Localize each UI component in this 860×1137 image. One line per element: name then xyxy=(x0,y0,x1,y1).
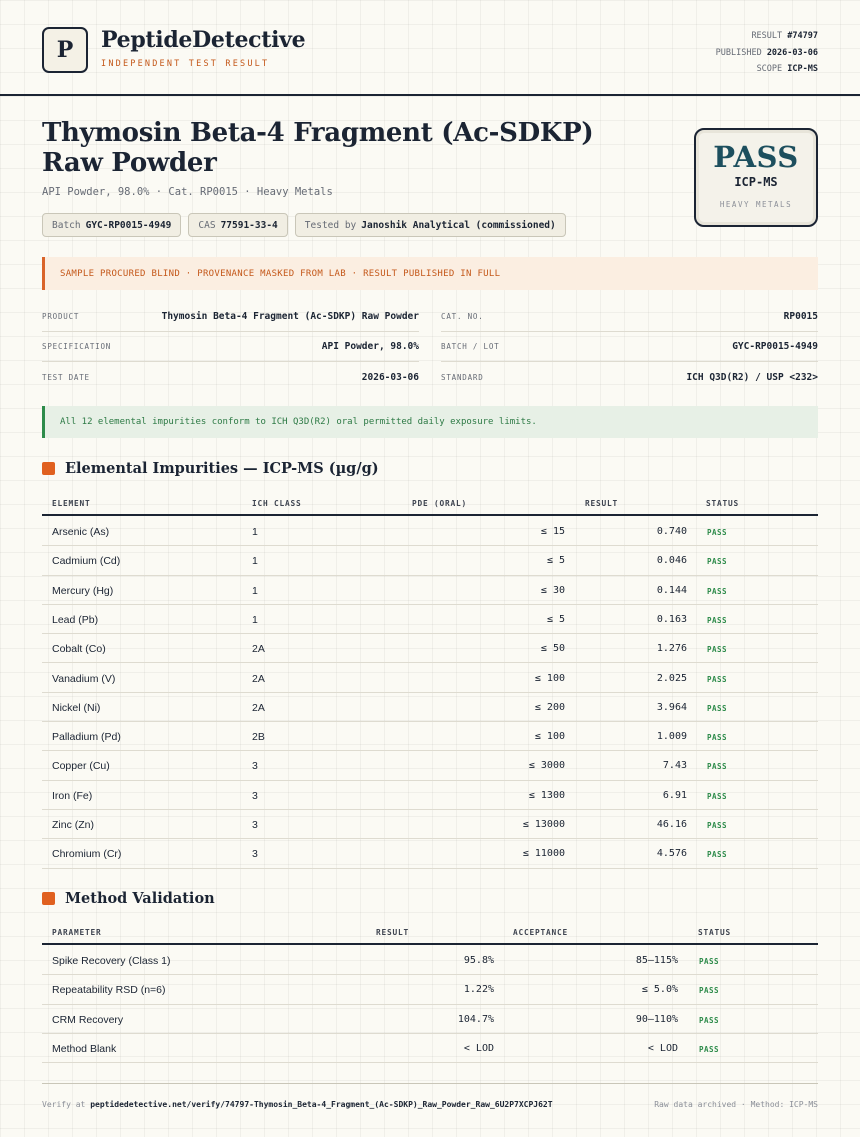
meta-scope-label: SCOPE xyxy=(756,64,783,74)
impurities-table-header xyxy=(42,490,818,516)
result-value: 0.163 xyxy=(656,613,687,625)
result-value: 1.22% xyxy=(463,984,494,996)
info-batch-lot xyxy=(441,332,818,362)
meta-result-value: #74797 xyxy=(787,31,818,41)
status-badge: PASS xyxy=(699,957,720,966)
meta-scope xyxy=(716,61,818,78)
result-value: 104.7% xyxy=(457,1013,494,1025)
result-value: 2.025 xyxy=(656,672,687,684)
product-subtitle: API Powder, 98.0% · Cat. RP0015 · Heavy Metals xyxy=(42,186,333,198)
procurement-notice: SAMPLE PROCURED BLIND · PROVENANCE MASKED FROM LAB · RESULT PUBLISHED IN FULL xyxy=(42,257,818,290)
status-badge: PASS xyxy=(707,762,728,772)
ich-class: 1 xyxy=(252,613,258,626)
chip-label: Batch xyxy=(52,219,81,231)
element-name: Cobalt (Co) xyxy=(52,643,106,656)
chip-label: CAS xyxy=(198,219,216,231)
result-value: 1.276 xyxy=(656,643,687,655)
report-footer xyxy=(42,1083,818,1109)
cas-chip xyxy=(188,213,287,237)
chip-value: GYC-RP0015-4949 xyxy=(85,219,172,231)
element-name: Chromium (Cr) xyxy=(52,848,122,861)
result-value: 7.43 xyxy=(662,760,687,772)
parameter-name: Method Blank xyxy=(52,1042,117,1055)
status-badge: PASS xyxy=(707,733,728,743)
archive-note: Raw data archived · Method: ICP-MS xyxy=(654,1100,818,1109)
result-value: 95.8% xyxy=(463,955,494,966)
col-status: STATUS xyxy=(698,928,731,937)
ich-class: 2A xyxy=(252,672,265,685)
validation-row xyxy=(42,1005,818,1034)
validation-table-header xyxy=(42,919,818,945)
meta-published xyxy=(716,45,818,62)
info-label: TEST DATE xyxy=(42,372,90,382)
section-title: Elemental Impurities — ICP-MS (µg/g) xyxy=(65,460,379,477)
report-meta xyxy=(716,28,818,78)
conformity-notice: All 12 elemental impurities conform to ICH Q3D(R2) oral permitted daily exposure limits. xyxy=(42,406,818,438)
meta-published-label: PUBLISHED xyxy=(715,47,762,58)
result-value: 0.144 xyxy=(656,584,687,596)
col-ich-class: ICH CLASS xyxy=(252,499,302,508)
element-name: Copper (Cu) xyxy=(52,760,110,773)
acceptance-criteria: < LOD xyxy=(647,1042,678,1054)
status-badge: PASS xyxy=(699,1015,720,1025)
info-standard xyxy=(441,362,818,392)
impurity-row xyxy=(42,751,818,780)
impurity-row xyxy=(42,664,818,693)
pde-limit: ≤ 15 xyxy=(540,526,565,537)
verify-label: Verify at xyxy=(42,1100,86,1109)
chip-label: Tested by xyxy=(304,219,357,231)
col-parameter: PARAMETER xyxy=(52,928,102,937)
section-marker-icon xyxy=(42,892,55,905)
logo-letter: P xyxy=(56,37,74,63)
info-product xyxy=(42,302,419,332)
impurity-row xyxy=(42,839,818,868)
status-badge: PASS xyxy=(707,821,728,830)
batch-chip xyxy=(42,213,181,237)
logo-mark xyxy=(42,27,88,73)
col-status: STATUS xyxy=(706,499,739,508)
ich-class: 2A xyxy=(252,701,265,714)
pde-limit: ≤ 200 xyxy=(534,701,565,713)
pde-limit: ≤ 100 xyxy=(534,672,565,684)
impurities-section-heading xyxy=(42,460,379,477)
element-name: Arsenic (As) xyxy=(52,526,110,538)
impurity-row xyxy=(42,634,818,663)
info-value: GYC-RP0015-4949 xyxy=(732,341,818,352)
meta-result xyxy=(716,28,818,45)
col-acceptance: ACCEPTANCE xyxy=(513,928,568,937)
status-badge: PASS xyxy=(699,986,720,996)
element-name: Vanadium (V) xyxy=(52,672,116,685)
validation-row xyxy=(42,975,818,1004)
acceptance-criteria: 85–115% xyxy=(635,955,678,966)
product-title: Thymosin Beta-4 Fragment (Ac-SDKP) Raw Powder xyxy=(42,118,594,178)
element-name: Zinc (Zn) xyxy=(52,819,94,831)
ich-class: 3 xyxy=(252,760,258,773)
pde-limit: ≤ 3000 xyxy=(528,760,565,772)
pde-limit: ≤ 100 xyxy=(534,731,565,743)
info-specification xyxy=(42,332,419,362)
result-value: 1.009 xyxy=(656,731,687,743)
meta-result-label: RESULT xyxy=(751,31,783,41)
ich-class: 1 xyxy=(252,555,258,568)
status-badge: PASS xyxy=(707,645,728,655)
status-badge: PASS xyxy=(707,791,728,801)
status-badge: PASS xyxy=(707,703,728,713)
validation-row xyxy=(42,1034,818,1063)
impurity-row xyxy=(42,517,818,546)
result-value: 0.740 xyxy=(656,526,687,537)
verify-line xyxy=(42,1100,553,1109)
col-element: ELEMENT xyxy=(52,499,91,508)
verify-link[interactable]: peptidedetective.net/verify/74797-Thymosin_Beta-4_Fragment_(Ac-SDKP)_Raw_Powder_Raw_6U2P7XCPJ62T xyxy=(90,1100,553,1109)
result-value: 46.16 xyxy=(656,819,687,830)
pde-limit: ≤ 30 xyxy=(540,584,565,596)
impurity-row xyxy=(42,810,818,839)
col-result: RESULT xyxy=(376,928,409,937)
info-cat-no xyxy=(441,302,818,332)
impurity-row xyxy=(42,546,818,575)
ich-class: 1 xyxy=(252,584,258,597)
info-label: CAT. NO. xyxy=(441,312,484,321)
validation-row xyxy=(42,946,818,975)
info-value: RP0015 xyxy=(783,311,818,322)
element-name: Lead (Pb) xyxy=(52,613,99,626)
impurity-row xyxy=(42,722,818,751)
product-chips xyxy=(42,213,566,237)
info-value: 2026-03-06 xyxy=(361,371,419,383)
pde-limit: ≤ 5 xyxy=(546,613,565,625)
status-badge: PASS xyxy=(707,615,728,625)
ich-class: 1 xyxy=(252,526,258,538)
brand-tagline: INDEPENDENT TEST RESULT xyxy=(101,59,270,69)
pde-limit: ≤ 11000 xyxy=(522,848,565,860)
result-value: < LOD xyxy=(463,1042,494,1054)
info-label: PRODUCT xyxy=(42,312,80,321)
stamp-verdict: PASS xyxy=(713,140,799,174)
info-test-date xyxy=(42,362,419,392)
info-label: STANDARD xyxy=(441,372,484,382)
chip-value: Janoshik Analytical (commissioned) xyxy=(361,219,556,231)
element-name: Iron (Fe) xyxy=(52,789,93,802)
parameter-name: Spike Recovery (Class 1) xyxy=(52,955,171,967)
status-badge: PASS xyxy=(707,674,728,684)
stamp-scope: HEAVY METALS xyxy=(719,200,793,209)
validation-section-heading xyxy=(42,890,215,907)
result-value: 6.91 xyxy=(662,789,687,801)
info-label: BATCH / LOT xyxy=(441,342,500,351)
meta-published-value: 2026-03-06 xyxy=(766,47,818,58)
tested-by-chip xyxy=(295,213,566,237)
info-value: ICH Q3D(R2) / USP <232> xyxy=(686,371,818,383)
impurity-row xyxy=(42,605,818,634)
ich-class: 3 xyxy=(252,789,258,802)
parameter-name: CRM Recovery xyxy=(52,1013,124,1026)
result-value: 4.576 xyxy=(656,848,687,860)
impurity-row xyxy=(42,781,818,810)
parameter-name: Repeatability RSD (n=6) xyxy=(52,984,166,997)
result-value: 0.046 xyxy=(656,555,687,567)
element-name: Palladium (Pd) xyxy=(52,731,121,744)
status-badge: PASS xyxy=(699,1044,720,1054)
status-badge: PASS xyxy=(707,850,728,860)
report-header xyxy=(0,0,860,96)
col-pde: PDE (ORAL) xyxy=(412,499,467,508)
section-marker-icon xyxy=(42,462,55,475)
acceptance-criteria: ≤ 5.0% xyxy=(641,984,678,996)
status-badge: PASS xyxy=(707,586,728,596)
info-label: SPECIFICATION xyxy=(42,342,112,351)
info-value: Thymosin Beta-4 Fragment (Ac-SDKP) Raw Powder xyxy=(161,311,419,322)
impurity-row xyxy=(42,576,818,605)
section-title: Method Validation xyxy=(65,890,215,907)
chip-value: 77591-33-4 xyxy=(220,219,278,231)
pde-limit: ≤ 13000 xyxy=(522,819,565,830)
ich-class: 2B xyxy=(252,731,265,744)
element-name: Nickel (Ni) xyxy=(52,701,101,714)
info-value: API Powder, 98.0% xyxy=(321,341,419,352)
meta-scope-value: ICP-MS xyxy=(787,64,818,74)
acceptance-criteria: 90–110% xyxy=(635,1013,678,1025)
pde-limit: ≤ 5 xyxy=(546,555,565,567)
pass-stamp xyxy=(694,128,818,227)
ich-class: 2A xyxy=(252,643,265,656)
status-badge: PASS xyxy=(707,557,728,567)
element-name: Cadmium (Cd) xyxy=(52,555,121,568)
col-result: RESULT xyxy=(585,499,618,508)
ich-class: 3 xyxy=(252,819,258,831)
stamp-method: ICP-MS xyxy=(734,175,778,189)
brand-name: PeptideDetective xyxy=(101,27,306,53)
ich-class: 3 xyxy=(252,848,258,861)
pde-limit: ≤ 50 xyxy=(540,643,565,655)
pde-limit: ≤ 1300 xyxy=(528,789,565,801)
impurity-row xyxy=(42,693,818,722)
element-name: Mercury (Hg) xyxy=(52,584,114,597)
result-value: 3.964 xyxy=(656,701,687,713)
status-badge: PASS xyxy=(707,528,728,537)
